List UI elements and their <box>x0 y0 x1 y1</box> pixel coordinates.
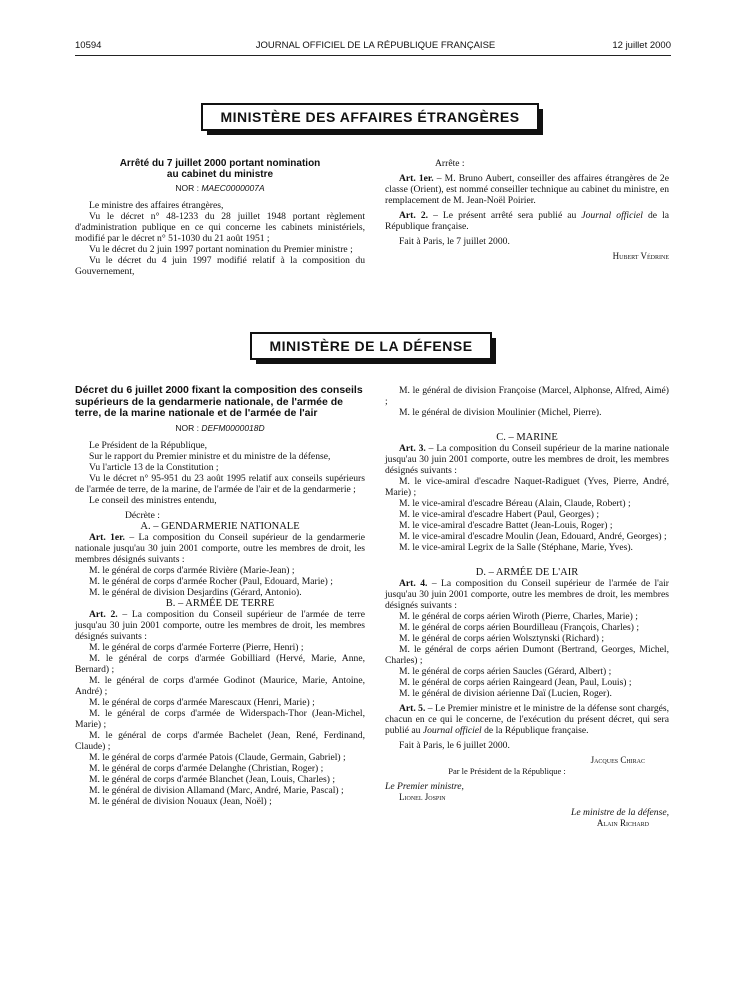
pm-signature: Lionel Jospin <box>399 792 446 802</box>
paragraph: Vu le décret n° 48-1233 du 28 juillet 1948 portant règlement d'administration publique en ce qui concerne les cabinets ministériels, modifié par le décret n° 51-1030 du 21 août 1951 ; <box>75 211 365 244</box>
section-heading-b: B. – ARMÉE DE TERRE <box>165 597 275 609</box>
list-item: M. le général de corps aérien Bourdilleau (François, Charles) ; <box>399 622 640 633</box>
paragraph: Le Président de la République, <box>89 439 208 451</box>
list-item: M. le général de division Françoise (Marcel, Alphonse, Alfred, Aimé) ; <box>385 385 669 407</box>
article-1: Art. 1er. – M. Bruno Aubert, conseiller des affaires étrangères de 2e classe (Orient), est nommé conseiller technique au cabinet du ministre, en remplacement de M. Jean-Noël Poirier. <box>385 173 669 206</box>
list-item: M. le général de corps d'armée Marescaux (Henri, Marie) ; <box>89 696 315 708</box>
list-item: M. le général de division Moulinier (Michel, Pierre). <box>399 407 602 418</box>
decrete-label: Décrète : <box>125 509 160 521</box>
nor-reference: NOR : MAEC0000007A <box>175 183 265 193</box>
list-item: M. le général de division Desjardins (Gérard, Antonio). <box>89 586 302 598</box>
signature-president: Jacques Chirac <box>590 755 645 765</box>
list-item: M. le vice-amiral Legrix de la Salle (Stéphane, Marie, Yves). <box>399 542 633 553</box>
defense-minister-signature: Alain Richard <box>596 818 649 828</box>
paragraph: Vu l'article 13 de la Constitution ; <box>89 461 219 473</box>
arrete-label: Arrête : <box>435 158 465 169</box>
section-heading-c: C. – MARINE <box>496 432 558 443</box>
list-item: M. le général de corps d'armée Rocher (Paul, Edouard, Marie) ; <box>89 575 333 587</box>
article-2: Art. 2. – Le présent arrêté sera publié au Journal officiel de la République française. <box>385 210 670 232</box>
paragraph: Vu le décret n° 95-951 du 23 août 1995 relatif aux conseils supérieurs de l'armée de terre, de la marine, de l'armée de l'air et de la gendarmerie ; <box>75 472 365 495</box>
list-item: M. le général de corps d'armée Patois (Claude, Germain, Gabriel) ; <box>89 751 346 763</box>
ministry-heading-defense: MINISTÈRE DE LA DÉFENSE <box>250 332 492 360</box>
header-rule <box>75 55 671 56</box>
list-item: M. le général de corps d'armée Blanchet (Jean, Louis, Charles) ; <box>89 773 336 785</box>
section1-left-column <box>75 158 365 277</box>
list-item: M. le général de division aérienne Daï (Lucien, Roger). <box>399 688 612 699</box>
list-item: M. le général de corps d'armée Bachelet (Jean, René, Ferdinand, Claude) ; <box>75 729 365 752</box>
paragraph: Le ministre des affaires étrangères, <box>89 200 224 211</box>
list-item: M. le général de corps aérien Wiroth (Pierre, Charles, Marie) ; <box>399 611 638 622</box>
paragraph: Le conseil des ministres entendu, <box>89 494 217 506</box>
article-5: Art. 5. – Le Premier ministre et le ministre de la défense sont chargés, chacun en ce qui le concerne, de l'exécution du présent décret, qui sera publié au Journal officiel de la République française. <box>385 703 670 736</box>
list-item: M. le général de corps d'armée de Widerspach-Thor (Jean-Michel, Marie) ; <box>75 707 365 730</box>
article-3: Art. 3. – La composition du Conseil supérieur de la marine nationale jusqu'au 30 juin 2001 comporte, outre les membres de droit, les membres désignés suivants : <box>385 443 670 476</box>
list-item: M. le général de corps aérien Dumont (Bertrand, Georges, Michel, Charles) ; <box>385 644 669 666</box>
list-item: M. le général de corps d'armée Forterre (Pierre, Henri) ; <box>89 641 304 653</box>
section2-right-column <box>385 385 669 829</box>
section1-right-column <box>385 158 669 262</box>
defense-minister-title: Le ministre de la défense, <box>571 807 669 818</box>
article-4: Art. 4. – La composition du Conseil supérieur de l'armée de l'air jusqu'au 30 juin 2001 comporte, outre les membres de droit, les membres désignés suivants : <box>385 578 670 611</box>
list-item: M. le général de corps d'armée Godinot (Maurice, Marie, Antoine, André) ; <box>75 674 365 697</box>
list-item: M. le vice-amiral d'escadre Béreau (Alain, Claude, Robert) ; <box>399 498 631 509</box>
pm-title: Le Premier ministre, <box>385 781 464 792</box>
list-item: M. le vice-amiral d'escadre Habert (Paul, Georges) ; <box>399 509 600 520</box>
article-1: Art. 1er. – La composition du Conseil supérieur de la gendarmerie nationale jusqu'au 30 juin 2001 comporte, outre les membres de droit, les membres désignés suivants : <box>75 531 365 565</box>
list-item: M. le général de division Nouaux (Jean, Noël) ; <box>89 795 272 807</box>
done-at: Fait à Paris, le 6 juillet 2000. <box>399 740 510 751</box>
list-item: M. le général de corps d'armée Rivière (Marie-Jean) ; <box>89 564 295 576</box>
list-item: M. le général de division Allamand (Marc, André, Marie, Pascal) ; <box>89 784 344 796</box>
list-item: M. le vice-amiral d'escadre Battet (Jean-Louis, Roger) ; <box>399 520 613 531</box>
journal-title: JOURNAL OFFICIEL DE LA RÉPUBLIQUE FRANÇAISE <box>255 40 496 51</box>
by-the-president: Par le Président de la République : <box>448 766 566 776</box>
nor-reference: NOR : DEFM0000018D <box>175 422 265 433</box>
list-item: M. le vice-amiral d'escadre Naquet-Radiguet (Yves, Pierre, André, Marie) ; <box>385 476 669 498</box>
section-heading-a: A. – GENDARMERIE NATIONALE <box>140 520 300 532</box>
section2-left-column <box>75 385 365 807</box>
list-item: M. le général de corps aérien Wolsztynski (Richard) ; <box>399 633 604 644</box>
arrete-title: Arrêté du 7 juillet 2000 portant nomination au cabinet du ministre <box>119 158 321 180</box>
list-item: M. le général de corps d'armée Delanghe (Christian, Roger) ; <box>89 762 324 774</box>
article-2: Art. 2. – La composition du Conseil supérieur de l'armée de terre jusqu'au 30 juin 2001 comporte, outre les membres de droit, les membres désignés suivants : <box>75 608 366 642</box>
header-date: 12 juillet 2000 <box>612 40 671 51</box>
done-at: Fait à Paris, le 7 juillet 2000. <box>399 236 510 247</box>
section-heading-d: D. – ARMÉE DE L'AIR <box>475 567 579 578</box>
paragraph: Vu le décret du 4 juin 1997 modifié relatif à la composition du Gouvernement, <box>75 255 365 277</box>
decree-title: Décret du 6 juillet 2000 fixant la composition des conseils supérieurs de la gendarmerie nationale, de l'armée de terre, de la marine nationale et de l'armée de l'air <box>75 384 363 419</box>
signature: Hubert Védrine <box>612 251 669 261</box>
list-item: M. le général de corps aérien Raingeard (Jean, Paul, Louis) ; <box>399 677 632 688</box>
paragraph: Vu le décret du 2 juin 1997 portant nomination du Premier ministre ; <box>89 244 353 255</box>
list-item: M. le général de corps aérien Saucles (Gérard, Albert) ; <box>399 666 612 677</box>
list-item: M. le général de corps d'armée Gobilliard (Hervé, Marie, Anne, Bernard) ; <box>75 652 365 675</box>
paragraph: Sur le rapport du Premier ministre et du ministre de la défense, <box>89 450 331 462</box>
list-item: M. le vice-amiral d'escadre Moulin (Jean, Edouard, André, Georges) ; <box>399 531 667 542</box>
page-number: 10594 <box>75 40 102 51</box>
ministry-heading-foreign-affairs: MINISTÈRE DES AFFAIRES ÉTRANGÈRES <box>201 103 539 131</box>
